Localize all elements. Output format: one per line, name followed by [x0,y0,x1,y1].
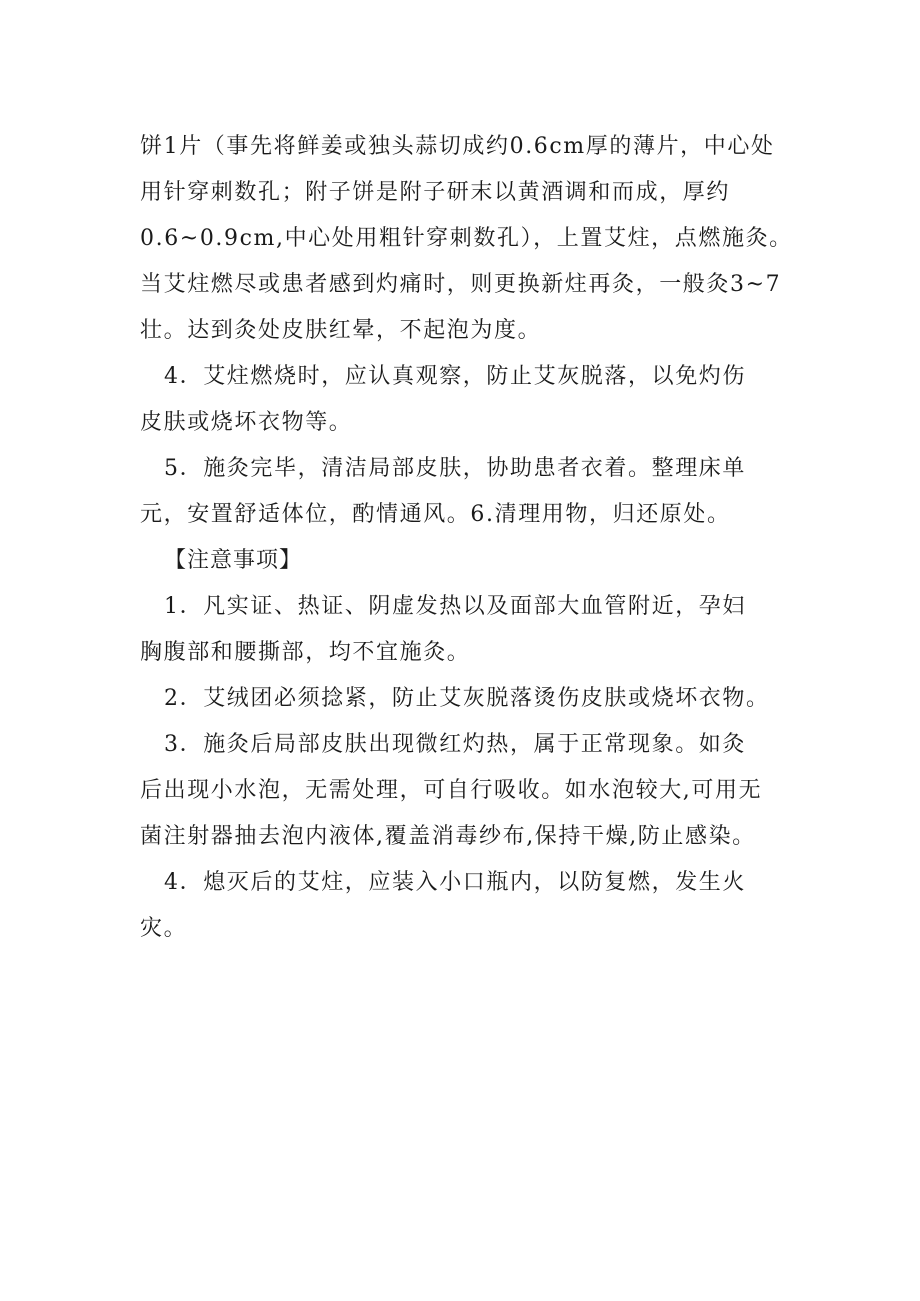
text-line: 5．施灸完毕，清洁局部皮肤，协助患者衣着。整理床单 [164,456,746,481]
text-line: 4．熄灭后的艾炷，应装入小口瓶内，以防复燃，发生火 [164,870,746,895]
text-line: 用针穿刺数孔；附子饼是附子研末以黄酒调和而成，厚约 [140,180,731,205]
text-line: 后出现小水泡，无需处理，可自行吸收。如水泡较大,可用无 [140,778,763,803]
document-body [140,124,800,952]
section-heading: 【注意事项】 [164,548,303,573]
text-line: 0.6~0.9cm,中心处用粗针穿刺数孔），上置艾炷，点燃施灸。 [140,226,793,251]
text-line: 当艾炷燃尽或患者感到灼痛时，则更换新炷再灸，一般灸3~7 [140,272,782,297]
text-line: 3．施灸后局部皮肤出现微红灼热，属于正常现象。如灸 [164,732,746,757]
text-line: 4．艾炷燃烧时，应认真观察，防止艾灰脱落，以免灼伤 [164,364,746,389]
text-line: 胸腹部和腰撕部，均不宜施灸。 [140,640,471,665]
text-line: 1．凡实证、热证、阴虚发热以及面部大血管附近，孕妇 [164,594,746,619]
text-line: 壮。达到灸处皮肤红晕，不起泡为度。 [140,318,542,343]
text-line: 饼1片（事先将鲜姜或独头蒜切成约0.6cm厚的薄片，中心处 [140,134,775,159]
text-line: 灾。 [140,916,188,941]
text-line: 2．艾绒团必须捻紧，防止艾灰脱落烫伤皮肤或烧坏衣物。 [164,686,770,711]
text-line: 皮肤或烧坏衣物等。 [140,410,353,435]
text-line: 菌注射器抽去泡内液体,覆盖消毒纱布,保持干燥,防止感染。 [140,824,756,849]
text-line: 元，安置舒适体位，酌情通风。6.清理用物，归还原处。 [140,502,731,527]
